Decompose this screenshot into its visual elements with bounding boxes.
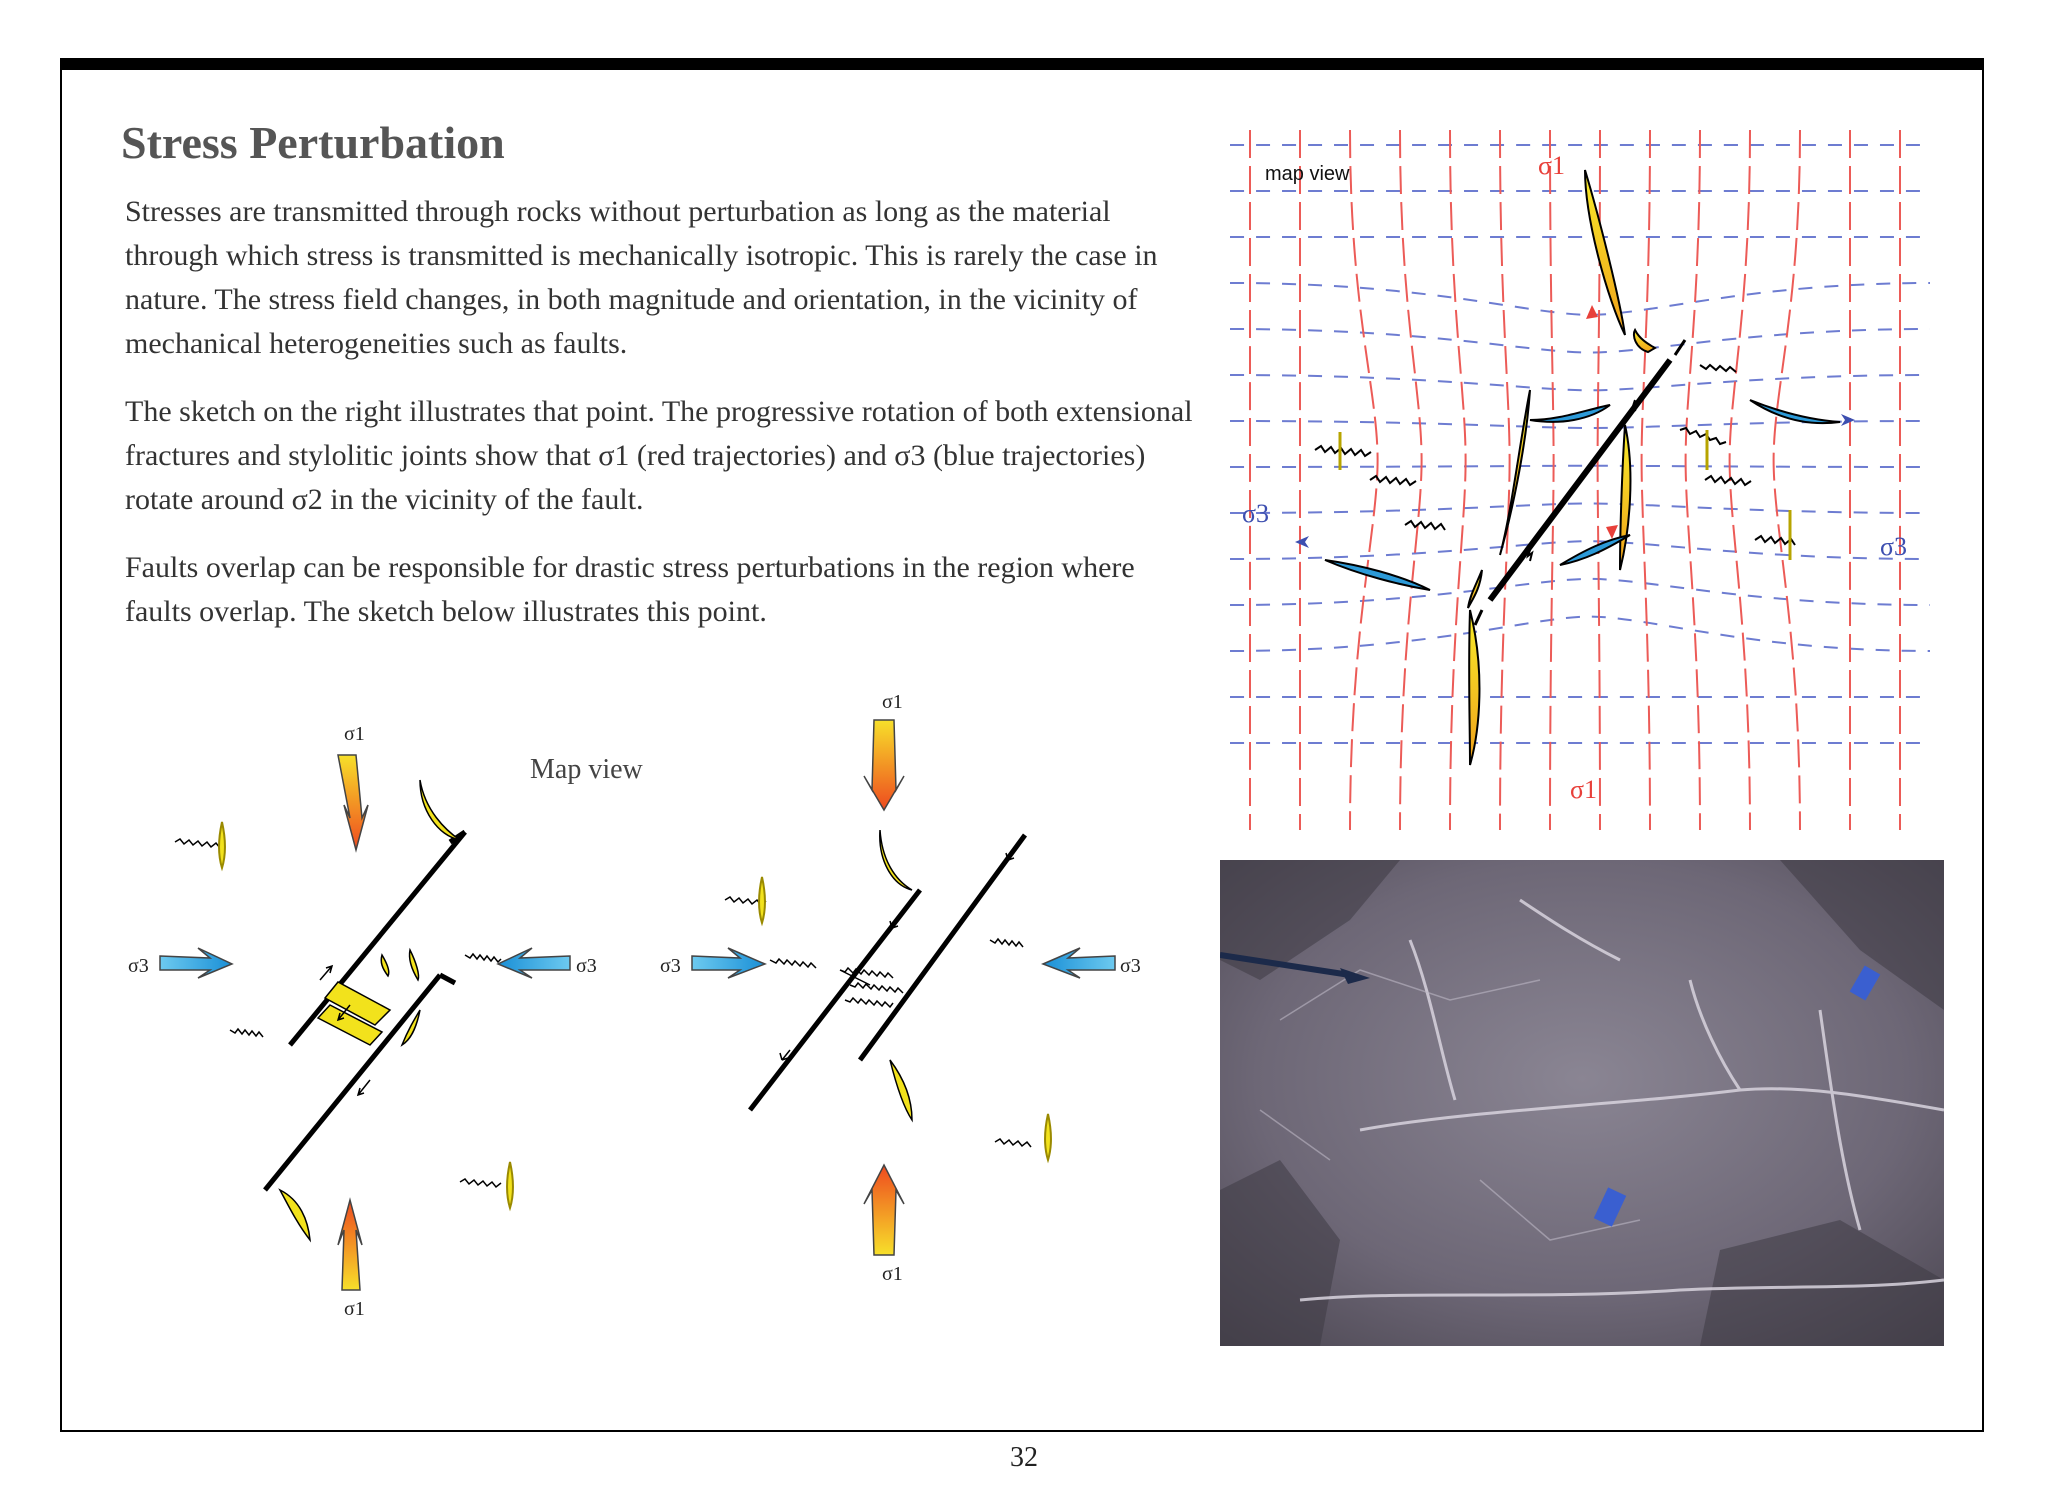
overlap-sketch-right [650,680,1190,1340]
sigma3-trajectory-line [1230,466,1930,467]
sigma1-trajectory-line [1686,130,1700,830]
sigma1-label-top: σ1 [344,723,365,745]
paragraph-fault-overlap: Faults overlap can be responsible for drastic stress perturbations in the region where faults overlap. The sketch below illustrates this point. [125,551,1135,628]
vertical-fracture-ticks [759,877,1051,1160]
sigma3-arrow-left [160,948,232,978]
sigma1-arrow-bottom [1606,525,1618,539]
sigma1-label-top: σ1 [882,691,903,713]
sigma3-trajectory-line [1230,617,1930,651]
paragraph-stress-transmission: Stresses are transmitted through rocks without perturbation as long as the material through which stress is transmitted is mechanically isotropic. This is rarely the case in nature. The stress field changes, in both magnitude and orientation, in the vicinity of mechanical heterogeneities such as faults. [125,195,1158,360]
sigma3-trajectory-line [1230,503,1930,513]
page-number: 32 [1010,1442,1038,1473]
sigma1-trajectory-line [1550,130,1554,830]
sigma1-label-bottom: σ1 [882,1263,903,1285]
sigma3-arrow-right [1043,948,1115,978]
fractures [880,830,912,1120]
sigma1-arrow-top [1586,305,1598,319]
sigma3-trajectory-line [1230,579,1930,605]
sigma1-trajectory-line [1500,130,1510,830]
sigma1-label-bottom: σ1 [344,1298,365,1320]
sigma3-label-left: σ3 [128,955,149,977]
stylolite-arcs [1325,400,1840,590]
sigma3-label-left: σ3 [660,955,681,977]
sigma3-arrow-right [1841,414,1855,426]
map-view-caption: Map view [530,754,643,785]
sigma3-trajectory-line [1230,283,1930,315]
sigma1-trajectories [1250,130,1900,830]
sigma3-trajectories [1230,145,1930,743]
small-fracture-ticks [1340,430,1790,560]
sigma1-trajectory-line [1450,130,1466,830]
outcrop-photograph [1220,860,1944,1346]
sigma1-arrow-bottom [338,1200,362,1290]
stylolites [725,897,1031,1147]
map-view-label: map view [1265,163,1350,185]
overlap-sketch-left [120,700,640,1340]
sigma1-trajectory-line [1774,130,1800,830]
sigma3-trajectory-line [1230,375,1930,390]
sigma3-trajectory-line [1230,329,1930,353]
sigma3-arrow-left [1295,536,1309,548]
sigma3-label-right: σ3 [1880,532,1908,561]
sigma1-trajectory-line [1350,130,1378,830]
map-view-diagram [1230,130,1930,830]
sigma3-label-right: σ3 [576,955,597,977]
overlap-fractures [280,780,460,1240]
sigma1-trajectory-line [1642,130,1650,830]
sigma1-arrow-top [864,720,904,810]
sigma1-arrow-bottom [864,1165,904,1255]
sigma1-label-bottom: σ1 [1570,775,1598,804]
page-title: Stress Perturbation [121,117,505,168]
sigma3-label-right: σ3 [1120,955,1141,977]
sigma3-label-left: σ3 [1242,499,1270,528]
paragraph-sketch-description: The sketch on the right illustrates that point. The progressive rotation of both extensional fractures and stylolitic joints show that σ1 (red trajectories) and σ3 (blue trajectories) rotate around σ2 in the vicinity of the fault. [125,395,1193,516]
sigma1-arrow-top [338,755,368,850]
sigma1-label-top: σ1 [1538,151,1566,180]
extension-fractures [1468,170,1655,765]
sigma3-arrow-left [692,948,765,978]
sigma3-arrow-right [498,948,570,978]
